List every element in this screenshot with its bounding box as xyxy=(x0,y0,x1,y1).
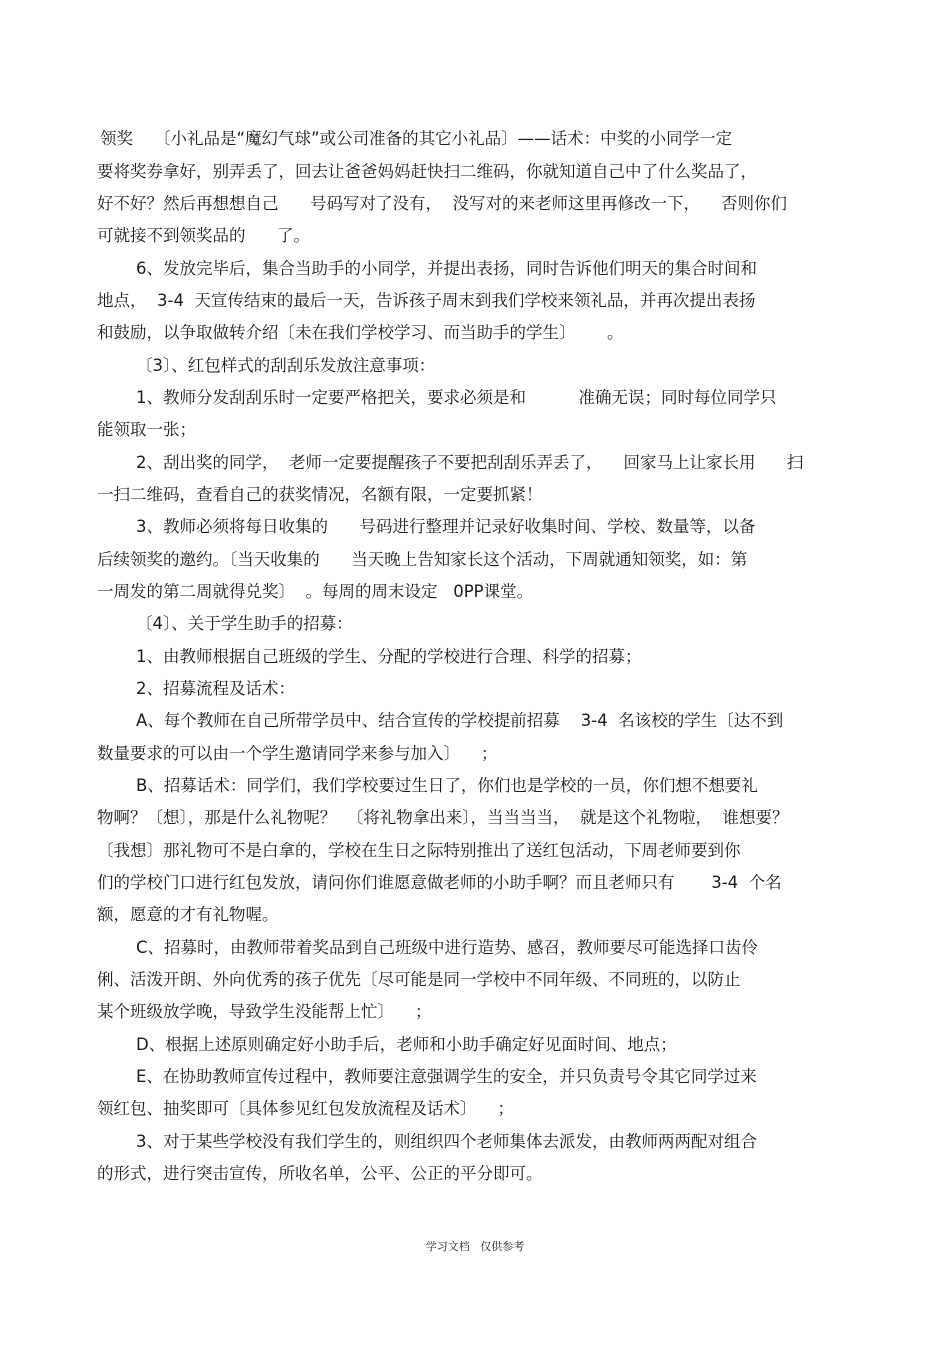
text-line: 3、对于某些学校没有我们学生的，则组织四个老师集体去派发，由教师两两配对组合 xyxy=(136,1132,757,1151)
section-heading: 〔4〕、关于学生助手的招募： xyxy=(136,614,353,633)
text-line: 6、发放完毕后，集合当助手的小同学，并提出表扬，同时告诉他们明天的集合时间和 xyxy=(136,259,757,278)
text-line: 2、招募流程及话术： xyxy=(136,679,295,698)
text-line: 的形式，进行突击宣传，所收名单，公平、公正的平分即可。 xyxy=(97,1164,543,1183)
text-line: 能领取一张； xyxy=(97,420,196,439)
text-line: 1、由教师根据自己班级的学生、分配的学校进行合理、科学的招募； xyxy=(136,647,642,666)
text-line: 要将奖券拿好，别弄丢了，回去让爸爸妈妈赶快扫二维码，你就知道自己中了什么奖品了， xyxy=(97,162,757,181)
text-line: 地点， 3-4 天宣传结束的最后一天，告诉孩子周末到我们学校来领礼品，并再次提出表扬 xyxy=(97,291,756,310)
text-line: 们的学校门口进行红包发放，请问你们谁愿意做老师的小助手啊？而且老师只有 3-4 个名 xyxy=(97,873,782,892)
text-line: B、招募话术：同学们，我们学校要过生日了，你们也是学校的一员，你们想不想要礼 xyxy=(136,776,758,795)
text-line: 一扫二维码，查看自己的获奖情况，名额有限，一定要抓紧！ xyxy=(97,485,543,504)
text-line: 某个班级放学晚，导致学生没能帮上忙〕 ； xyxy=(97,1002,432,1021)
text-line: E、在协助教师宣传过程中，教师要注意强调学生的安全，并只负责号令其它同学过来 xyxy=(136,1067,757,1086)
text-line: 领红包、抽奖即可〔具体参见红包发放流程及话术〕 ； xyxy=(97,1099,514,1118)
text-line: 好不好？然后再想想自己 号码写对了没有， 没写对的来老师这里再修改一下， 否则你们 xyxy=(97,194,787,213)
page-footer: 学习文档 仅供参考 xyxy=(425,1240,525,1253)
text-line: 3、教师必须将每日收集的 号码进行整理并记录好收集时间、学校、数量等，以备 xyxy=(136,517,756,536)
text-line: 数量要求的可以由一个学生邀请同学来参与加入〕 ； xyxy=(97,744,498,763)
section-heading: 〔3〕、红包样式的刮刮乐发放注意事项： xyxy=(136,356,436,375)
text-line: 物啊？〔想〕，那是什么礼物呢？ 〔将礼物拿出来〕，当当当当， 就是这个礼物啦， 谁想要？ xyxy=(97,808,789,827)
text-line: C、招募时，由教师带着奖品到自己班级中进行造势、感召，教师要尽可能选择口齿伶 xyxy=(136,938,759,957)
text-line: D、根据上述原则确定好小助手后，老师和小助手确定好见面时间、地点； xyxy=(136,1035,677,1054)
text-line: 后续领奖的邀约。〔当天收集的 当天晚上告知家长这个活动，下周就通知领奖，如：第 xyxy=(97,550,748,569)
text-line: 一周发的第二周就得兑奖〕 。每周的周末设定 0PP课堂。 xyxy=(97,582,534,601)
text-line: 领奖 〔小礼品是“魔幻气球”或公司准备的其它小礼品〕——话术：中奖的小同学一定 xyxy=(100,129,733,148)
text-line: 〔我想〕那礼物可不是白拿的，学校在生日之际特别推出了送红包活动，下周老师要到你 xyxy=(97,841,741,860)
text-line: 可就接不到领奖品的 了。 xyxy=(97,226,310,245)
text-line: 2、刮出奖的同学， 老师一定要提醒孩子不要把刮刮乐弄丢了， 回家马上让家长用 扫 xyxy=(136,453,804,472)
text-line: 额，愿意的才有礼物喔。 xyxy=(97,905,279,924)
text-line: A、每个教师在自己所带学员中、结合宣传的学校提前招募 3-4 名该校的学生〔达不到 xyxy=(136,711,784,730)
text-line: 俐、活泼开朗、外向优秀的孩子优先〔尽可能是同一学校中不同年级、不同班的，以防止 xyxy=(97,970,741,989)
text-line: 和鼓励，以争取做转介绍〔未在我们学校学习、而当助手的学生〕 。 xyxy=(97,323,624,342)
text-line: 1、教师分发刮刮乐时一定要严格把关，要求必须是和 准确无误；同时每位同学只 xyxy=(136,388,777,407)
